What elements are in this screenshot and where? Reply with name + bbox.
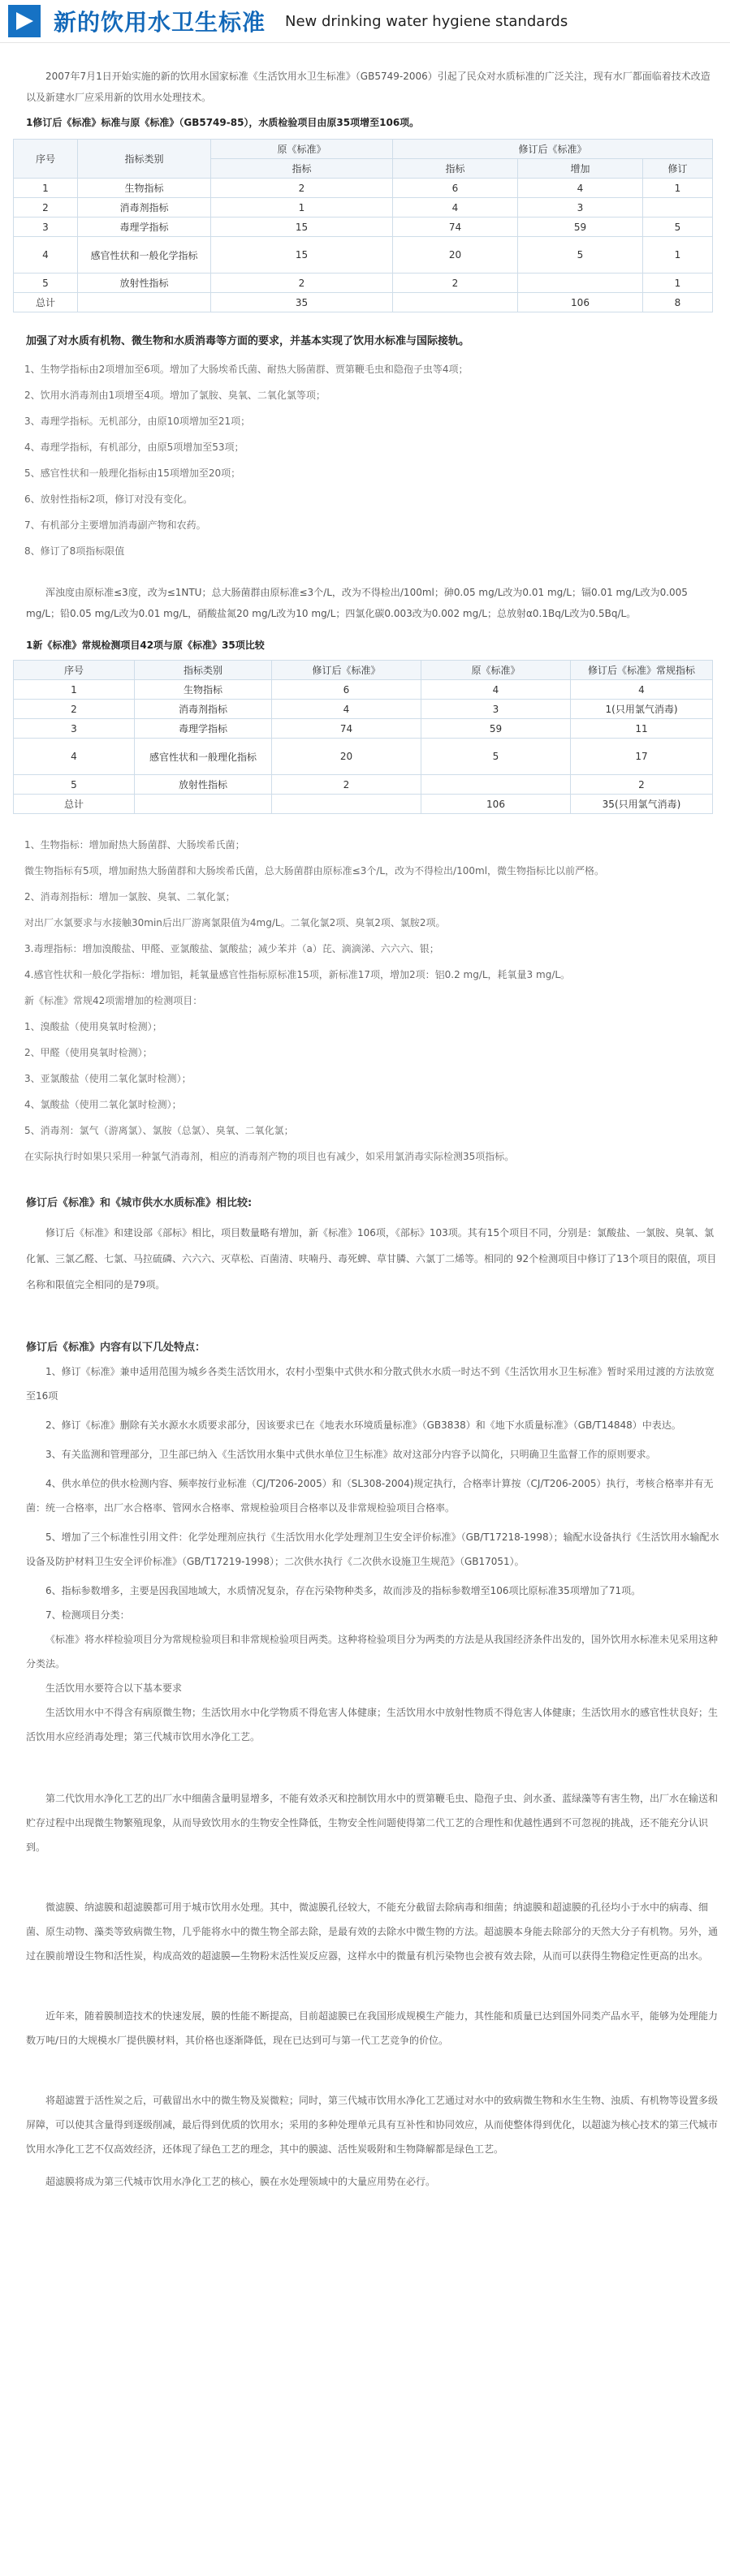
table-row	[14, 218, 713, 237]
list-item: 4、氯酸盐（使用二氧化氯时检测）；	[24, 1099, 182, 1110]
table-row	[14, 293, 713, 312]
table-cell: 35	[211, 293, 393, 312]
table-header-cell: 序号	[14, 140, 78, 179]
table-cell: 6	[272, 680, 421, 700]
table-cell: 2	[14, 700, 135, 719]
table-cell: 4	[272, 700, 421, 719]
table-row	[14, 719, 713, 739]
table-cell: 4	[393, 198, 518, 218]
list-item: 对出厂水氯要求与水接触30min后出厂游离氯限值为4mg/L。二氧化氯2项、臭氧2项、氯胺2项。	[24, 917, 446, 928]
table-cell	[643, 198, 713, 218]
table-cell	[272, 795, 421, 814]
table-row	[14, 739, 713, 775]
table-header-cell: 序号	[14, 661, 135, 680]
table-cell: 2	[14, 198, 78, 218]
section-paragraph: 第二代饮用水净化工艺的出厂水中细菌含量明显增多，不能有效杀灭和控制饮用水中的贾第鞭毛虫、隐孢子虫、剑水蚤、蓝绿藻等有害生物，出厂水在输送和贮存过程中出现微生物繁殖现象，从而导致饮用水的生物安全性降低，生物安全性问题使得第二代工艺的合理性和优越性遇到不可忽视的挑战，还不能充分认识到。	[26, 1793, 719, 1853]
list-item: 6、指标参数增多，主要是因我国地域大，水质情况复杂，存在污染物种类多，故而涉及的指标参数增至106项比原标准35项增加了71项。	[45, 1585, 641, 1596]
section-heading: 加强了对水质有机物、微生物和水质消毒等方面的要求，并基本实现了饮用水标准与国际接轨。	[26, 335, 470, 347]
table-cell: 3	[14, 719, 135, 739]
table-cell: 放射性指标	[78, 274, 211, 293]
list-item: 3、有关监测和管理部分，卫生部已纳入《生活饮用水集中式供水单位卫生标准》故对这部分内容予以简化，只明确卫生监督工作的原则要求。	[45, 1449, 656, 1460]
section-paragraph: 修订后《标准》和建设部《部标》相比，项目数量略有增加，新《标准》106项，《部标》103项。其有15个项目不同，分别是：氯酸盐、一氯胺、臭氧、氯化氰、三氯乙醛、七氯、马拉硫磷、六六六、灭草松、百菌清、呋喃丹、毒死蜱、草甘膦、六氯丁二烯等。相同的 92个检测项目中修订了13个项目的限值，项目名称和限值完全相同的是79项。	[26, 1227, 717, 1290]
table-header-cell: 指标类别	[78, 140, 211, 179]
list-item: 7、有机部分主要增加消毒副产物和农药。	[24, 519, 206, 531]
intro-summary: 1修订后《标准》标准与原《标准》（GB5749-85），水质检验项目由原35项增至106项。	[26, 117, 420, 128]
table-cell: 总计	[14, 293, 78, 312]
section-paragraph: 超滤膜将成为第三代城市饮用水净化工艺的核心，膜在水处理领域中的大量应用势在必行。	[45, 2176, 436, 2187]
section-paragraph: 微滤膜、纳滤膜和超滤膜都可用于城市饮用水处理。其中，微滤膜孔径较大，不能充分截留去除病毒和细菌；纳滤膜和超滤膜的孔径均小于水中的病毒、细菌、原生动物、藻类等致病微生物，几乎能将水中的微生物全部去除，是最有效的去除水中微生物的方法。超滤膜本身能去除部分的天然大分子有机物。另外，通过在膜前增设生物和活性炭，构成高效的超滤膜—生物粉末活性炭反应器，这样水中的微量有机污染物也会被有效去除，从而可以获得生物稳定性更高的出水。	[26, 1902, 719, 1962]
table-cell: 2	[393, 274, 518, 293]
list-item: 7、检测项目分类：	[45, 1609, 130, 1621]
table-cell: 17	[571, 739, 713, 775]
section-paragraph: 将超滤置于活性炭之后，可截留出水中的微生物及炭微粒；同时，第三代城市饮用水净化工艺通过对水中的致病微生物和水生生物、浊质、有机物等设置多级屏障，可以使其含量得到逐级削减，最后得到优质的饮用水；采用的多种处理单元具有互补性和协同效应，从而使整体得到优化，以超滤为核心技术的第三代城市饮用水净化工艺不仅高效经济，还体现了绿色工艺的理念，其中的膜滤、活性炭吸附和生物降解都是绿色工艺。	[26, 2095, 719, 2155]
table-cell: 放射性指标	[135, 775, 272, 795]
table-cell: 消毒剂指标	[135, 700, 272, 719]
table-header-cell: 指标	[393, 159, 518, 179]
table-cell: 5	[643, 218, 713, 237]
table-cell: 生物指标	[78, 179, 211, 198]
table-cell: 2	[272, 775, 421, 795]
table-cell: 4	[421, 680, 571, 700]
list-item: 8、修订了8项指标限值	[24, 545, 125, 557]
table-header-cell: 修订后《标准》	[272, 661, 421, 680]
list-item: 4、供水单位的供水检测内容、频率按行业标准（CJ/T206-2005）和（SL308-2004)规定执行，合格率计算按（CJ/T206-2005）执行，考核合格率并有无菌：统一合格率，出厂水合格率、管网水合格率、常规检验项目合格率以及非常规检验项目合格率。	[26, 1478, 714, 1514]
list-item: 1、生物指标：增加耐热大肠菌群、大肠埃希氏菌；	[24, 839, 245, 851]
table-header-cell: 指标	[211, 159, 393, 179]
list-item: 《标准》将水样检验项目分为常规检验项目和非常规检验项目两类。这种将检验项目分为两类的方法是从我国经济条件出发的，国外饮用水标准未见采用这种分类法。	[26, 1634, 719, 1669]
table-cell: 8	[643, 293, 713, 312]
table-cell: 2	[211, 274, 393, 293]
page-subtitle: New drinking water hygiene standards	[285, 12, 568, 30]
list-item: 2、修订《标准》删除有关水源水水质要求部分，因该要求已在《地表水环境质量标准》（GB3838）和《地下水质量标准》（GB/T14848）中表达。	[45, 1419, 681, 1431]
table-cell	[393, 293, 518, 312]
arrow-logo-icon	[8, 5, 41, 37]
table-row	[14, 179, 713, 198]
list-item: 微生物指标有5项，增加耐热大肠菌群和大肠埃希氏菌，总大肠菌群由原标准≤3个/L，改为不得检出/100ml，微生物指标比以前严格。	[24, 865, 605, 877]
table-cell: 3	[421, 700, 571, 719]
table-comparison-2	[13, 660, 713, 814]
list-item: 新《标准》常规42项需增加的检测项目：	[24, 995, 203, 1006]
table-cell: 5	[14, 274, 78, 293]
table-header-cell: 修订后《标准》	[393, 140, 713, 159]
table-cell: 59	[421, 719, 571, 739]
table-cell: 74	[393, 218, 518, 237]
table-cell: 20	[272, 739, 421, 775]
section-paragraph: 近年来，随着膜制造技术的快速发展，膜的性能不断提高，目前超滤膜已在我国形成规模生产能力，其性能和质量已达到国外同类产品水平，能够为处理能力数万吨/日的大规模水厂提供膜材料，其价格也逐渐降低，现在已达到可与第一代工艺竞争的价位。	[26, 2010, 719, 2046]
table-row	[14, 274, 713, 293]
table-cell: 3	[518, 198, 643, 218]
list-item: 6、放射性指标2项，修订对没有变化。	[24, 493, 193, 505]
table-cell: 感官性状和一般理化指标	[135, 739, 272, 775]
table-cell: 6	[393, 179, 518, 198]
table-header-cell: 原《标准》	[211, 140, 393, 159]
list-item: 在实际执行时如果只采用一种氯气消毒剂，相应的消毒剂产物的项目也有减少，如采用氯消毒实际检测35项指标。	[24, 1151, 515, 1162]
list-item: 5、消毒剂：氯气（游离氯）、氯胺（总氯）、臭氧、二氧化氯；	[24, 1125, 294, 1136]
table-cell: 11	[571, 719, 713, 739]
table-row	[14, 198, 713, 218]
page-header	[0, 0, 730, 43]
table-header-cell: 增加	[518, 159, 643, 179]
limits-note: 浑浊度由原标准≤3度，改为≤1NTU；总大肠菌群由原标准≤3个/L，改为不得检出/100ml；砷0.05 mg/L改为0.01 mg/L；镉0.01 mg/L改为0.005 mg/L；铅0.05 mg/L改为0.01 mg/L，硝酸盐氮20 mg/L改为10 mg/L；四氯化碳0.003改为0.002 mg/L；总放射α0.1Bq/L改为0.5Bq/L。	[26, 587, 688, 619]
table-cell: 3	[14, 218, 78, 237]
list-item: 2、甲醛（使用臭氧时检测）；	[24, 1047, 153, 1058]
list-item: 3、亚氯酸盐（使用二氧化氯时检测）；	[24, 1073, 192, 1084]
table-cell: 1	[14, 179, 78, 198]
table-cell: 4	[14, 739, 135, 775]
table-cell: 1	[643, 179, 713, 198]
table-cell: 4	[14, 237, 78, 274]
list-item: 2、饮用水消毒剂由1项增至4项。增加了氯胺、臭氧、二氧化氯等项；	[24, 390, 326, 401]
table-comparison-1	[13, 139, 713, 312]
list-item: 4.感官性状和一般化学指标：增加铝，耗氧量感官性指标原标准15项，新标准17项，增加2项：铝0.2 mg/L，耗氧量3 mg/L。	[24, 969, 571, 980]
list-item: 生活饮用水要符合以下基本要求	[45, 1682, 183, 1694]
table-cell: 106	[518, 293, 643, 312]
table-cell: 1	[643, 237, 713, 274]
table-cell: 2	[211, 179, 393, 198]
table-header-cell: 修订后《标准》常规指标	[571, 661, 713, 680]
table-cell: 感官性状和一般化学指标	[78, 237, 211, 274]
table-row	[14, 680, 713, 700]
list-item: 1、生物学指标由2项增加至6项。增加了大肠埃希氏菌、耐热大肠菌群、贾第鞭毛虫和隐孢子虫等4项；	[24, 364, 469, 375]
table-cell: 35(只用氯气消毒)	[571, 795, 713, 814]
list-item: 4、毒理学指标，有机部分，由原5项增加至53项；	[24, 442, 244, 453]
table-header-cell: 指标类别	[135, 661, 272, 680]
table-cell: 4	[571, 680, 713, 700]
table-row	[14, 795, 713, 814]
table-cell	[135, 795, 272, 814]
table-cell: 生物指标	[135, 680, 272, 700]
table-cell: 1	[211, 198, 393, 218]
table-cell: 5	[421, 739, 571, 775]
table-cell: 5	[14, 775, 135, 795]
table-cell: 15	[211, 218, 393, 237]
list-item: 3.毒理指标：增加溴酸盐、甲醛、亚氯酸盐、氯酸盐；减少苯并（a）芘、滴滴涕、六六六、银；	[24, 943, 439, 954]
table-header-cell: 修订	[643, 159, 713, 179]
page-title: 新的饮用水卫生标准	[54, 9, 266, 36]
table-cell: 2	[571, 775, 713, 795]
intro-paragraph: 2007年7月1日开始实施的新的饮用水国家标准《生活饮用水卫生标准》（GB5749-2006）引起了民众对水质标准的广泛关注，现有水厂都面临着技术改造以及新建水厂应采用新的饮用水处理技术。	[26, 71, 711, 103]
table-cell: 59	[518, 218, 643, 237]
table-cell	[518, 274, 643, 293]
table-cell: 毒理学指标	[135, 719, 272, 739]
table-cell	[421, 775, 571, 795]
table-cell	[78, 293, 211, 312]
table-cell: 4	[518, 179, 643, 198]
table-cell: 1	[643, 274, 713, 293]
section-heading: 修订后《标准》和《城市供水水质标准》相比较:	[26, 1197, 253, 1209]
table-cell: 15	[211, 237, 393, 274]
table-cell: 毒理学指标	[78, 218, 211, 237]
table-cell: 106	[421, 795, 571, 814]
table-cell: 5	[518, 237, 643, 274]
table-header-cell: 原《标准》	[421, 661, 571, 680]
table-cell: 1(只用氯气消毒)	[571, 700, 713, 719]
table-cell: 1	[14, 680, 135, 700]
table-cell: 总计	[14, 795, 135, 814]
table-row	[14, 700, 713, 719]
list-item: 生活饮用水中不得含有病原微生物；生活饮用水中化学物质不得危害人体健康；生活饮用水中放射性物质不得危害人体健康；生活饮用水的感官性状良好；生活饮用水应经消毒处理；第三代城市饮用水净化工艺。	[26, 1707, 719, 1742]
table-row	[14, 775, 713, 795]
table-caption: 1新《标准》常规检测项目42项与原《标准》35项比较	[26, 640, 265, 651]
list-item: 2、消毒剂指标：增加一氯胺、臭氧、二氧化氯；	[24, 891, 235, 902]
section-heading: 修订后《标准》内容有以下几处特点：	[26, 1342, 206, 1354]
list-item: 1、修订《标准》兼申适用范围为城乡各类生活饮用水，农村小型集中式供水和分散式供水水质一时达不到《生活饮用水卫生标准》暂时采用过渡的方法放宽至16项	[26, 1366, 715, 1402]
list-item: 5、感官性状和一般理化指标由15项增加至20项；	[24, 467, 241, 479]
table-row	[14, 237, 713, 274]
table-cell: 消毒剂指标	[78, 198, 211, 218]
list-item: 5、增加了三个标准性引用文件：化学处理剂应执行《生活饮用水化学处理剂卫生安全评价标准》（GB/T17218-1998）；输配水设备执行《生活饮用水输配水设备及防护材料卫生安全评价标准》（GB/T17219-1998）；二次供水执行《二次供水设施卫生规范》（GB17051）。	[26, 1531, 719, 1567]
table-cell: 20	[393, 237, 518, 274]
list-item: 3、毒理学指标。无机部分，由原10项增加至21项；	[24, 416, 251, 427]
list-item: 1、溴酸盐（使用臭氧时检测）；	[24, 1021, 162, 1032]
table-cell: 74	[272, 719, 421, 739]
